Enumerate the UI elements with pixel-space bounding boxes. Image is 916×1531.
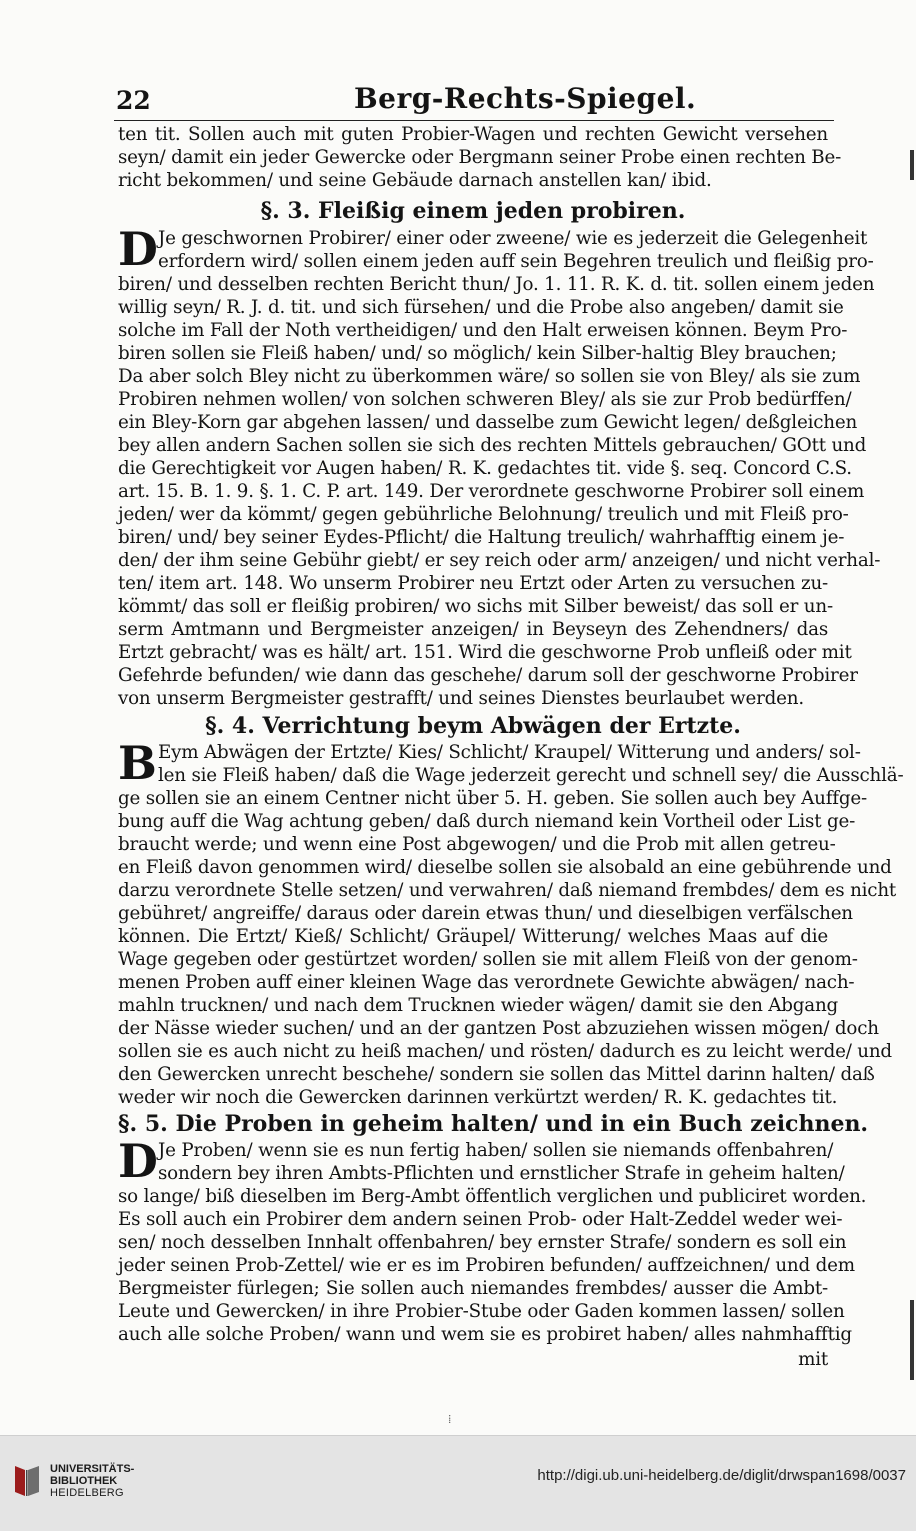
text-line: Da aber solch Bley nicht zu überkommen wäre/ so sollen sie von Bley/ als sie zum <box>118 366 861 387</box>
text-line: können. Die Ertzt/ Kieß/ Schlicht/ Gräupel/ Witterung/ welches Maas auf die <box>118 926 828 947</box>
running-header <box>114 82 834 121</box>
text-line: gebühret/ angreiffe/ daraus oder darein etwas thun/ und dieselbigen verfälschen <box>118 903 853 924</box>
section-heading: §. 5. Die Proben in geheim halten/ und in ein Buch zeichnen. <box>118 1111 869 1137</box>
text-line: jeden/ wer da kömmt/ gegen gebührliche Belohnung/ treulich und mit Fleiß pro- <box>118 504 849 525</box>
text-line: ten/ item art. 148. Wo unserm Probirer neu Ertzt oder Arten zu versuchen zu- <box>118 573 828 594</box>
viewer-footer <box>0 1435 916 1531</box>
text-line: richt bekommen/ und seine Gebäude darnach anstellen kan/ ibid. <box>118 170 712 191</box>
text-line: seyn/ damit ein jeder Gewercke oder Bergmann seiner Probe einen rechten Be- <box>118 147 842 168</box>
running-title: Berg-Rechts-Spiegel. <box>354 82 697 115</box>
text-line: auch alle solche Proben/ wann und wem sie es probiret haben/ alles nahmhafftig <box>118 1324 852 1345</box>
catchword: mit <box>798 1349 828 1370</box>
page-number: 22 <box>116 86 151 115</box>
text-line: menen Proben auff einer kleinen Wage das verordnete Gewichte abwägen/ nach- <box>118 972 855 993</box>
text-line: weder wir noch die Gewercken darinnen verkürtzt werden/ R. K. gedachtes tit. <box>118 1087 838 1108</box>
text-line: ge sollen sie an einem Centner nicht über 5. H. geben. Sie sollen auch bey Auffge- <box>118 788 867 809</box>
drop-cap: B <box>118 736 157 790</box>
text-line: ein Bley-Korn gar abgehen lassen/ und dasselbe zum Gewicht legen/ deßgleichen <box>118 412 858 433</box>
text-line: mahln trucknen/ und nach dem Trucknen wieder wägen/ damit sie den Abgang <box>118 995 839 1016</box>
text-line: Je Proben/ wenn sie es nun fertig haben/ sollen sie niemands offenbahren/ <box>158 1140 834 1161</box>
text-line: ten tit. Sollen auch mit guten Probier-Wagen und rechten Gewicht versehen <box>118 124 828 145</box>
page-edge-mark <box>910 150 914 180</box>
text-line: die Gerechtigkeit vor Augen haben/ R. K. gedachtes tit. vide §. seq. Concord C.S. <box>118 458 852 479</box>
university-library-logo-icon <box>12 1462 42 1498</box>
text-line: solche im Fall der Noth vertheidigen/ und den Halt erweisen können. Beym Pro- <box>118 320 848 341</box>
source-url[interactable]: http://digi.ub.uni-heidelberg.de/diglit/drwspan1698/0037 <box>537 1467 906 1484</box>
text-line: bey allen andern Sachen sollen sie sich des rechten Mittels gebrauchen/ GOtt und <box>118 435 867 456</box>
library-name <box>50 1463 134 1499</box>
text-line: willig seyn/ R. J. d. tit. und sich fürsehen/ und die Probe also angeben/ damit sie <box>118 297 844 318</box>
text-line: den Gewercken unrecht beschehe/ sondern sie sollen das Mittel darinn halten/ daß <box>118 1064 875 1085</box>
text-line: darzu verordnete Stelle setzen/ und verwahren/ daß niemand frembdes/ dem es nicht <box>118 880 897 901</box>
text-line: art. 15. B. 1. 9. §. 1. C. P. art. 149. Der verordnete geschworne Probirer soll einem <box>118 481 865 502</box>
text-line: serm Amtmann und Bergmeister anzeigen/ in Beyseyn des Zehendners/ das <box>118 619 828 640</box>
section-heading: §. 4. Verrichtung beym Abwägen der Ertzte. <box>205 713 741 739</box>
text-line: Ertzt gebracht/ was es hält/ art. 151. Wird die geschworne Prob unfleiß oder mit <box>118 642 852 663</box>
library-name-line: HEIDELBERG <box>50 1487 124 1499</box>
section-heading: §. 3. Fleißig einem jeden probiren. <box>260 198 686 224</box>
text-line: sen/ noch desselben Innhalt offenbahren/ bey ernster Strafe/ sondern es soll ein <box>118 1232 847 1253</box>
text-line: sondern bey ihren Ambts-Pflichten und ernstlicher Strafe in geheim halten/ <box>158 1163 845 1184</box>
text-line: erfordern wird/ sollen einem jeden auff sein Begehren treulich und fleißig pro- <box>158 251 874 272</box>
text-line: braucht werde; und wenn eine Post abgewogen/ und die Prob mit allen getreu- <box>118 834 836 855</box>
text-line: Eym Abwägen der Ertzte/ Kies/ Schlicht/ Kraupel/ Witterung und anders/ sol- <box>158 742 861 763</box>
text-line: sollen sie es auch nicht zu heiß machen/ und rösten/ dadurch es zu leicht werde/ und <box>118 1041 892 1062</box>
text-line: Bergmeister fürlegen; Sie sollen auch niemandes frembdes/ ausser die Ambt- <box>118 1278 828 1299</box>
text-line: von unserm Bergmeister gestrafft/ und seines Dienstes beurlaubet werden. <box>118 688 804 709</box>
text-line: biren sollen sie Fleiß haben/ und/ so möglich/ kein Silber-haltig Bley brauchen; <box>118 343 837 364</box>
library-name-line: UNIVERSITÄTS- <box>50 1463 135 1475</box>
text-line: Wage gegeben oder gestürtzet worden/ sollen sie mit allem Fleiß von der genom- <box>118 949 858 970</box>
text-line: so lange/ biß dieselben im Berg-Ambt öffentlich verglichen und publiciret worden. <box>118 1186 867 1207</box>
text-line: bung auff die Wag achtung geben/ daß durch niemand kein Vortheil oder List ge- <box>118 811 856 832</box>
text-line: der Nässe wieder suchen/ und an der gantzen Post abzuziehen wissen mögen/ doch <box>118 1018 879 1039</box>
text-line: Probiren nehmen wollen/ von solchen schweren Bley/ als sie zur Prob bedürffen/ <box>118 389 852 410</box>
drop-cap: D <box>118 222 158 276</box>
text-line: Leute und Gewercken/ in ihre Probier-Stube oder Gaden kommen lassen/ sollen <box>118 1301 845 1322</box>
page-edge-mark <box>910 1300 914 1380</box>
text-line: Gefehrde befunden/ wie dann das geschehe/ darum soll der geschworne Probirer <box>118 665 858 686</box>
text-line: len sie Fleiß haben/ daß die Wage jederzeit gerecht und schnell sey/ die Ausschlä- <box>158 765 904 786</box>
text-line: en Fleiß davon genommen wird/ dieselbe sollen sie alsobald an eine gebührende und <box>118 857 892 878</box>
drop-cap: D <box>118 1134 158 1188</box>
library-name-line: BIBLIOTHEK <box>50 1475 118 1487</box>
text-line: biren/ und desselben rechten Bericht thun/ Jo. 1. 11. R. K. d. tit. sollen einem jeden <box>118 274 875 295</box>
text-line: den/ der ihm seine Gebühr giebt/ er sey reich oder arm/ anzeigen/ und nicht verhal- <box>118 550 881 571</box>
text-line: jeder seinen Prob-Zettel/ wie er es im Probiren befunden/ auffzeichnen/ und dem <box>118 1255 855 1276</box>
scan-speck: ⁞ <box>448 1412 452 1426</box>
text-line: kömmt/ das soll er fleißig probiren/ wo sichs mit Silber beweist/ das soll er un- <box>118 596 833 617</box>
text-line: biren/ und/ bey seiner Eydes-Pflicht/ die Haltung treulich/ wahrhafftig einem je- <box>118 527 845 548</box>
text-line: Je geschwornen Probirer/ einer oder zweene/ wie es jederzeit die Gelegenheit <box>158 228 868 249</box>
text-line: Es soll auch ein Probirer dem andern seinen Prob- oder Halt-Zeddel weder wei- <box>118 1209 843 1230</box>
